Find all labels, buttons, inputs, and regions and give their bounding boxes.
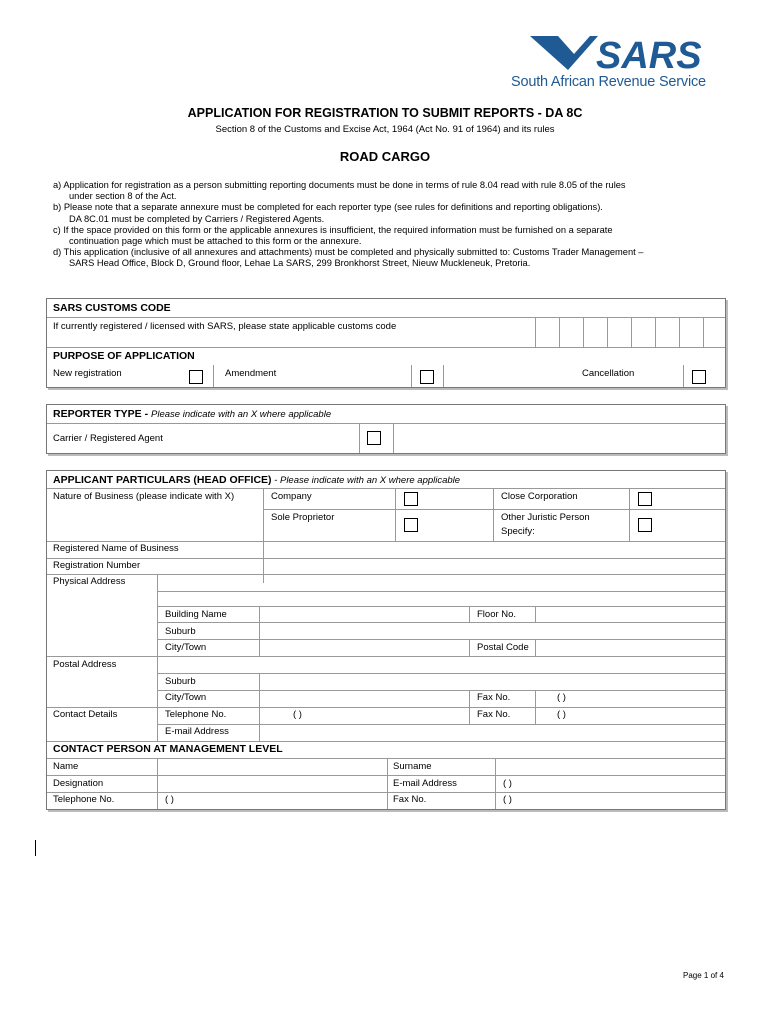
fax-code-input[interactable]: ( ) [557,692,566,703]
logo-wordmark: SARS [596,35,702,77]
instructions [53,180,721,270]
contact-fax-label: Fax No. [477,709,511,720]
cp-email-label: E-mail Address [393,778,457,789]
logo-tagline: South African Revenue Service [511,74,706,90]
suburb-label: Suburb [165,626,196,637]
email-label: E-mail Address [165,726,229,737]
reporter-type-section [46,404,726,454]
purpose-new-label: New registration [53,368,122,379]
close-corp-label: Close Corporation [501,491,578,502]
company-checkbox[interactable] [404,492,418,506]
physical-address-line2[interactable] [158,592,724,606]
form-title: APPLICATION FOR REGISTRATION TO SUBMIT REPORTS - DA 8C [187,106,583,120]
contact-details-label: Contact Details [53,709,118,720]
cp-telephone-input[interactable]: ( ) [165,794,174,805]
purpose-cancellation-label: Cancellation [582,368,635,379]
postal-address-label: Postal Address [53,659,117,670]
purpose-amendment-label: Amendment [225,368,277,379]
close-corp-checkbox[interactable] [638,492,652,506]
postal-code-label: Postal Code [477,642,529,653]
note-d-cont: SARS Head Office, Block D, Ground floor, Lehae La SARS, 299 Bronkhorst Street, Nieuw Muckleneuk, Pretoria. [69,258,531,269]
specify-label: Specify: [501,526,535,537]
cp-designation-label: Designation [53,778,104,789]
customs-code-input[interactable] [535,317,725,347]
cp-name-input[interactable] [158,759,386,775]
cp-designation-input[interactable] [158,776,386,792]
email-input[interactable] [260,725,724,741]
form-subtitle: Section 8 of the Customs and Excise Act, 1964 (Act No. 91 of 1964) and its rules [215,124,555,135]
carrier-label: Carrier / Registered Agent [53,433,163,444]
section-title: ROAD CARGO [339,149,431,164]
note-a: a) Application for registration as a person submitting reporting documents must be done in terms of rule 8.04 read with rule 8.05 of the rules [53,180,626,190]
purpose-heading: PURPOSE OF APPLICATION [53,350,195,362]
reg-number-label: Registration Number [53,560,141,571]
reporter-type-heading: REPORTER TYPE - Please indicate with an X where applicable [53,408,332,420]
contact-fax-code-input[interactable]: ( ) [557,709,566,720]
note-c: c) If the space provided on this form or the applicable annexures is insufficient, the required information must be furnished on a separate [53,224,613,235]
purpose-new-checkbox[interactable] [189,370,203,384]
note-a-cont: under section 8 of the Act. [69,191,177,202]
postal-address-input[interactable] [158,657,724,673]
other-juristic-label: Other Juristic Person [501,512,590,523]
note-c-cont: continuation page which must be attached to this form or the annexure. [69,236,362,247]
cp-fax-input[interactable]: ( ) [503,794,512,805]
telephone-label: Telephone No. [165,709,227,720]
contact-person-heading: CONTACT PERSON AT MANAGEMENT LEVEL [53,743,283,755]
cp-telephone-label: Telephone No. [53,794,115,805]
physical-address-line1[interactable] [158,575,724,591]
sole-prop-label: Sole Proprietor [271,512,335,523]
postal-city-input[interactable] [260,691,468,707]
applicant-heading: APPLICANT PARTICULARS (HEAD OFFICE) - Please indicate with an X where applicable [53,474,461,486]
customs-purpose-section [46,298,726,388]
cp-fax-label: Fax No. [393,794,427,805]
postal-suburb-input[interactable] [260,674,724,690]
fax-label: Fax No. [477,692,511,703]
cp-surname-label: Surname [393,761,432,772]
reg-name-label: Registered Name of Business [53,543,179,554]
cp-email-input[interactable]: ( ) [503,778,512,789]
city-label: City/Town [165,642,207,653]
physical-address-label: Physical Address [53,576,126,587]
suburb-input[interactable] [260,623,724,639]
city-input[interactable] [260,640,468,656]
postal-code-input[interactable] [536,640,724,656]
company-label: Company [271,491,312,502]
floor-label: Floor No. [477,609,517,620]
purpose-cancellation-checkbox[interactable] [692,370,706,384]
note-b: b) Please note that a separate annexure must be completed for each reporter type (see rules for definitions and reporting obligations). [53,202,603,213]
text-cursor [35,840,36,856]
purpose-amendment-checkbox[interactable] [420,370,434,384]
building-name-input[interactable] [260,607,468,623]
note-b-cont: DA 8C.01 must be completed by Carriers / Registered Agents. [69,213,325,224]
applicant-section [46,470,726,810]
other-juristic-checkbox[interactable] [638,518,652,532]
customs-code-instruction: If currently registered / licensed with SARS, please state applicable customs code [53,321,397,332]
cp-name-label: Name [53,761,79,772]
reg-name-input[interactable] [264,542,724,558]
postal-suburb-label: Suburb [165,676,196,687]
note-d: d) This application (inclusive of all annexures and attachments) must be completed and physically submitted to: Customs Trader Management – [53,247,644,258]
carrier-checkbox[interactable] [367,431,381,445]
customs-code-heading: SARS CUSTOMS CODE [53,302,171,314]
building-name-label: Building Name [165,609,227,620]
reg-number-input[interactable] [264,559,724,575]
floor-input[interactable] [536,607,724,623]
telephone-code-input[interactable]: ( ) [293,709,302,720]
page-number: Page 1 of 4 [683,971,724,980]
cp-surname-input[interactable] [496,759,724,775]
postal-city-label: City/Town [165,692,207,703]
sole-prop-checkbox[interactable] [404,518,418,532]
nature-label: Nature of Business (please indicate with X) [53,491,235,502]
